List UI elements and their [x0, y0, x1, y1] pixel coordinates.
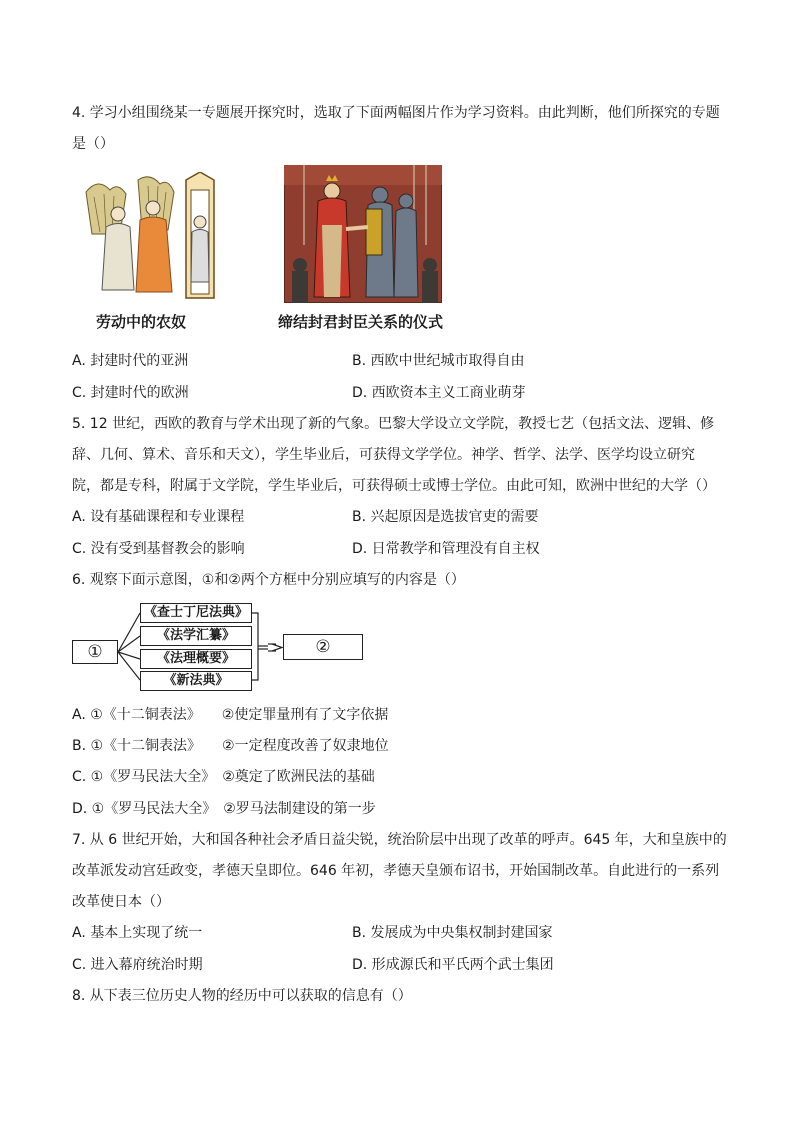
q5-option-d[interactable]: D. 日常教学和管理没有自主权	[352, 541, 540, 557]
q7-stem-line1: 7. 从 6 世纪开始，大和国各种社会矛盾日益尖锐，统治阶层中出现了改革的呼声。645 年，大和皇族中的	[72, 832, 727, 848]
q4-option-a[interactable]: A. 封建时代的亚洲	[72, 353, 189, 369]
diagram-item-2: 《法学汇纂》	[140, 626, 252, 646]
law-diagram	[72, 600, 372, 695]
q8-stem: 8. 从下表三位历史人物的经历中可以获取的信息有（）	[72, 988, 412, 1004]
q5-stem-line1: 5. 12 世纪，西欧的教育与学术出现了新的气象。巴黎大学设立文学院，教授七艺（包括文法、逻辑、修	[72, 416, 715, 432]
q7-stem-line2: 改革派发动宫廷政变，孝德天皇即位。646 年初，孝德天皇颁布诏书，开始国制改革。自此进行的一系列	[72, 863, 720, 879]
q7-option-d[interactable]: D. 形成源氏和平氏两个武士集团	[352, 957, 554, 973]
q7-option-c[interactable]: C. 进入幕府统治时期	[72, 957, 203, 973]
q4-option-b[interactable]: B. 西欧中世纪城市取得自由	[352, 353, 525, 369]
q5-option-b[interactable]: B. 兴起原因是选拔官吏的需要	[352, 509, 539, 525]
q5-stem-line3: 院，都是专科，附属于文学院，学生毕业后，可获得硕士或博士学位。由此可知，欧洲中世纪的大学（）	[72, 478, 716, 494]
diagram-item-3: 《法理概要》	[140, 649, 252, 669]
q6-stem: 6. 观察下面示意图，①和②两个方框中分别应填写的内容是（）	[72, 572, 465, 588]
q4-option-d[interactable]: D. 西欧资本主义工商业萌芽	[352, 385, 526, 401]
q4-caption-right: 缔结封君封臣关系的仪式	[278, 313, 444, 331]
q4-stem-line2: 是（）	[72, 136, 114, 152]
q7-stem-line3: 改革使日本（）	[72, 894, 170, 910]
q6-option-c[interactable]: C. ①《罗马民法大全》 ②奠定了欧洲民法的基础	[72, 769, 375, 785]
q6-option-a[interactable]: A. ①《十二铜表法》 ②使定罪量刑有了文字依据	[72, 707, 389, 723]
diagram-item-4: 《新法典》	[140, 671, 252, 691]
q7-option-a[interactable]: A. 基本上实现了统一	[72, 925, 203, 941]
q5-stem-line2: 辞、几何、算术、音乐和天文），学生毕业后，可获得文学学位。神学、哲学、法学、医学均设立研究	[72, 447, 695, 463]
q6-option-b[interactable]: B. ①《十二铜表法》 ②一定程度改善了奴隶地位	[72, 738, 389, 754]
q5-option-a[interactable]: A. 设有基础课程和专业课程	[72, 509, 245, 525]
q4-option-c[interactable]: C. 封建时代的欧洲	[72, 385, 189, 401]
diagram-box-1: ①	[72, 640, 118, 664]
q4-stem-line1: 4. 学习小组围绕某一专题展开探究时，选取了下面两幅图片作为学习资料。由此判断，他们所探究的专题	[72, 105, 720, 121]
q6-option-d[interactable]: D. ①《罗马民法大全》 ②罗马法制建设的第一步	[72, 801, 376, 817]
q7-option-b[interactable]: B. 发展成为中央集权制封建国家	[352, 925, 553, 941]
serfs-labor-illustration	[78, 172, 220, 302]
q4-caption-left: 劳动中的农奴	[96, 313, 187, 331]
homage-ceremony-illustration	[284, 165, 442, 303]
diagram-item-1: 《查士丁尼法典》	[140, 603, 252, 623]
q5-option-c[interactable]: C. 没有受到基督教会的影响	[72, 541, 245, 557]
diagram-box-2: ②	[283, 634, 363, 660]
